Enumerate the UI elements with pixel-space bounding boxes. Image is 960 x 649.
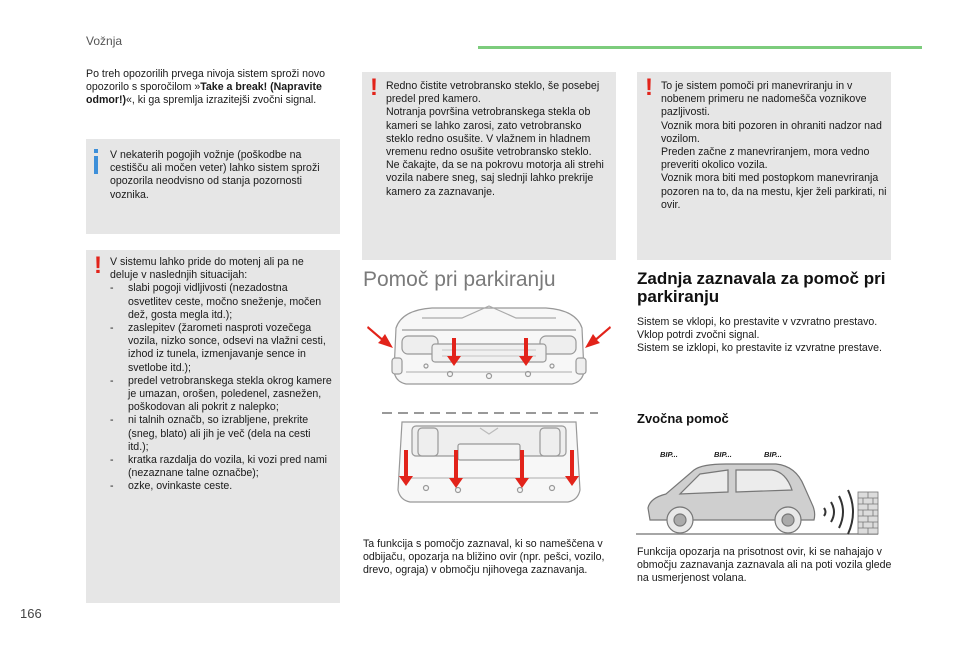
info-box bbox=[86, 139, 340, 234]
car-front-view bbox=[392, 306, 586, 384]
intro-text-end: «, ki ga spremlja izrazitejši zvočni signal. bbox=[126, 94, 317, 107]
audio-assist-description: Funkcija opozarja na prisotnost ovir, ki se nahajajo v območju zaznavanja zaznavala ali na poti vozila glede na usmerjenost volana. bbox=[637, 546, 892, 585]
info-icon bbox=[94, 156, 98, 174]
info-box-text: V nekaterih pogojih vožnje (poškodbe na cestišču ali močen veter) lahko sistem sproži opozorila neodvisno od stanja pozornosti voznika. bbox=[110, 149, 320, 201]
audio-assist-heading: Zvočna pomoč bbox=[637, 411, 729, 426]
bip-label: BIP... bbox=[764, 450, 782, 459]
warning-box-situations bbox=[86, 250, 340, 603]
list-item: - ni talnih označb, so izrabljene, prekrite (sneg, blato) ali jih je več (dela na cesti itd.); bbox=[110, 414, 334, 454]
rear-sensors-paragraph: Sistem se vklopi, ko prestavite v vzvratno prestavo. Vklop potrdi zvočni signal. Sistem se izklopi, ko prestavite iz vzvratne prestave. bbox=[637, 316, 882, 355]
warning-box-text: Redno čistite vetrobransko steklo, še posebej predel pred kamero. Notranja površina vetrobranskega stekla ob kameri se lahko zarosi, zato vetrobransko steklo redno osušite. V vlažnem in hladnem vremenu redno osušite vetrobransko steklo. Ne čakajte, da se na pokrovu motorja ali strehi vozila nabere sneg, saj slednji lahko prekrije kamero za zaznavanje. bbox=[386, 80, 604, 198]
brick-wall-icon bbox=[858, 492, 878, 534]
warning-intro: V sistemu lahko pride do motenj ali pa ne deluje v naslednjih situacijah: bbox=[110, 256, 304, 282]
warning-box-maneuver bbox=[637, 72, 891, 260]
car-obstacle-drawing bbox=[636, 446, 886, 542]
car-side-icon bbox=[648, 464, 815, 533]
warning-icon: ! bbox=[94, 252, 102, 279]
warning-box-text: To je sistem pomoči pri manevriranju in v nobenem primeru ne nadomešča voznikove pazljivosti. Voznik mora biti pozoren in ohraniti nadzor nad vozilom. Preden začne z manevriranjem, mora vedno preveriti okolico vozila. Voznik mora biti med postopkom manevriranja pozoren na to, da na mestu, kjer želi parkirati, ni ovir. bbox=[661, 80, 887, 211]
parking-sensors-illustration bbox=[362, 300, 616, 528]
bip-label: BIP... bbox=[714, 450, 732, 459]
rear-sensors-heading: Zadnja zaznavala za pomoč pri parkiranju bbox=[637, 269, 886, 306]
list-item: - predel vetrobranskega stekla okrog kamere je umazan, orošen, poledenel, zasnežen, poškodovan ali pokrit z nalepko; bbox=[110, 375, 334, 415]
list-item: - zaslepitev (žarometi nasproti vozečega vozila, nizko sonce, odsevi na vlažni cesti, izhod iz tunela, izmenjavanje sence in svetlobe itd.); bbox=[110, 322, 334, 375]
warning-icon: ! bbox=[370, 74, 378, 101]
section-title-parking: Pomoč pri parkiranju bbox=[363, 268, 556, 291]
bip-label: BIP... bbox=[660, 450, 678, 459]
audio-assist-illustration bbox=[636, 446, 886, 542]
list-item: - kratka razdalja do vozila, ki vozi pred nami (nezaznane talne označbe); bbox=[110, 454, 334, 480]
header-title: Vožnja bbox=[86, 34, 123, 48]
situations-list bbox=[110, 282, 334, 493]
sound-waves-icon bbox=[824, 490, 853, 534]
list-item: - ozke, ovinkaste ceste. bbox=[110, 480, 334, 493]
list-item: - slabi pogoji vidljivosti (nezadostna osvetlitev ceste, močno sneženje, močen dež, gosta megla itd.); bbox=[110, 282, 334, 322]
car-rear-view bbox=[398, 422, 580, 502]
header-accent-bar bbox=[478, 46, 922, 49]
warning-box-camera bbox=[362, 72, 616, 260]
warning-box-content bbox=[110, 256, 334, 494]
parking-description: Ta funkcija s pomočjo zaznaval, ki so nameščena v odbijaču, opozarja na bližino ovir (npr. pešci, vozilo, drevo, ograja) v območju njihovega zaznavanja. bbox=[363, 538, 605, 577]
intro-bold-message: Take a break! (Napravite odmor!) bbox=[86, 81, 322, 107]
intro-text-start: Po treh opozorilih prvega nivoja sistem sproži novo opozorilo s sporočilom » bbox=[86, 68, 326, 94]
warning-icon: ! bbox=[645, 74, 653, 101]
page-number: 166 bbox=[20, 606, 42, 621]
intro-paragraph bbox=[86, 68, 338, 108]
